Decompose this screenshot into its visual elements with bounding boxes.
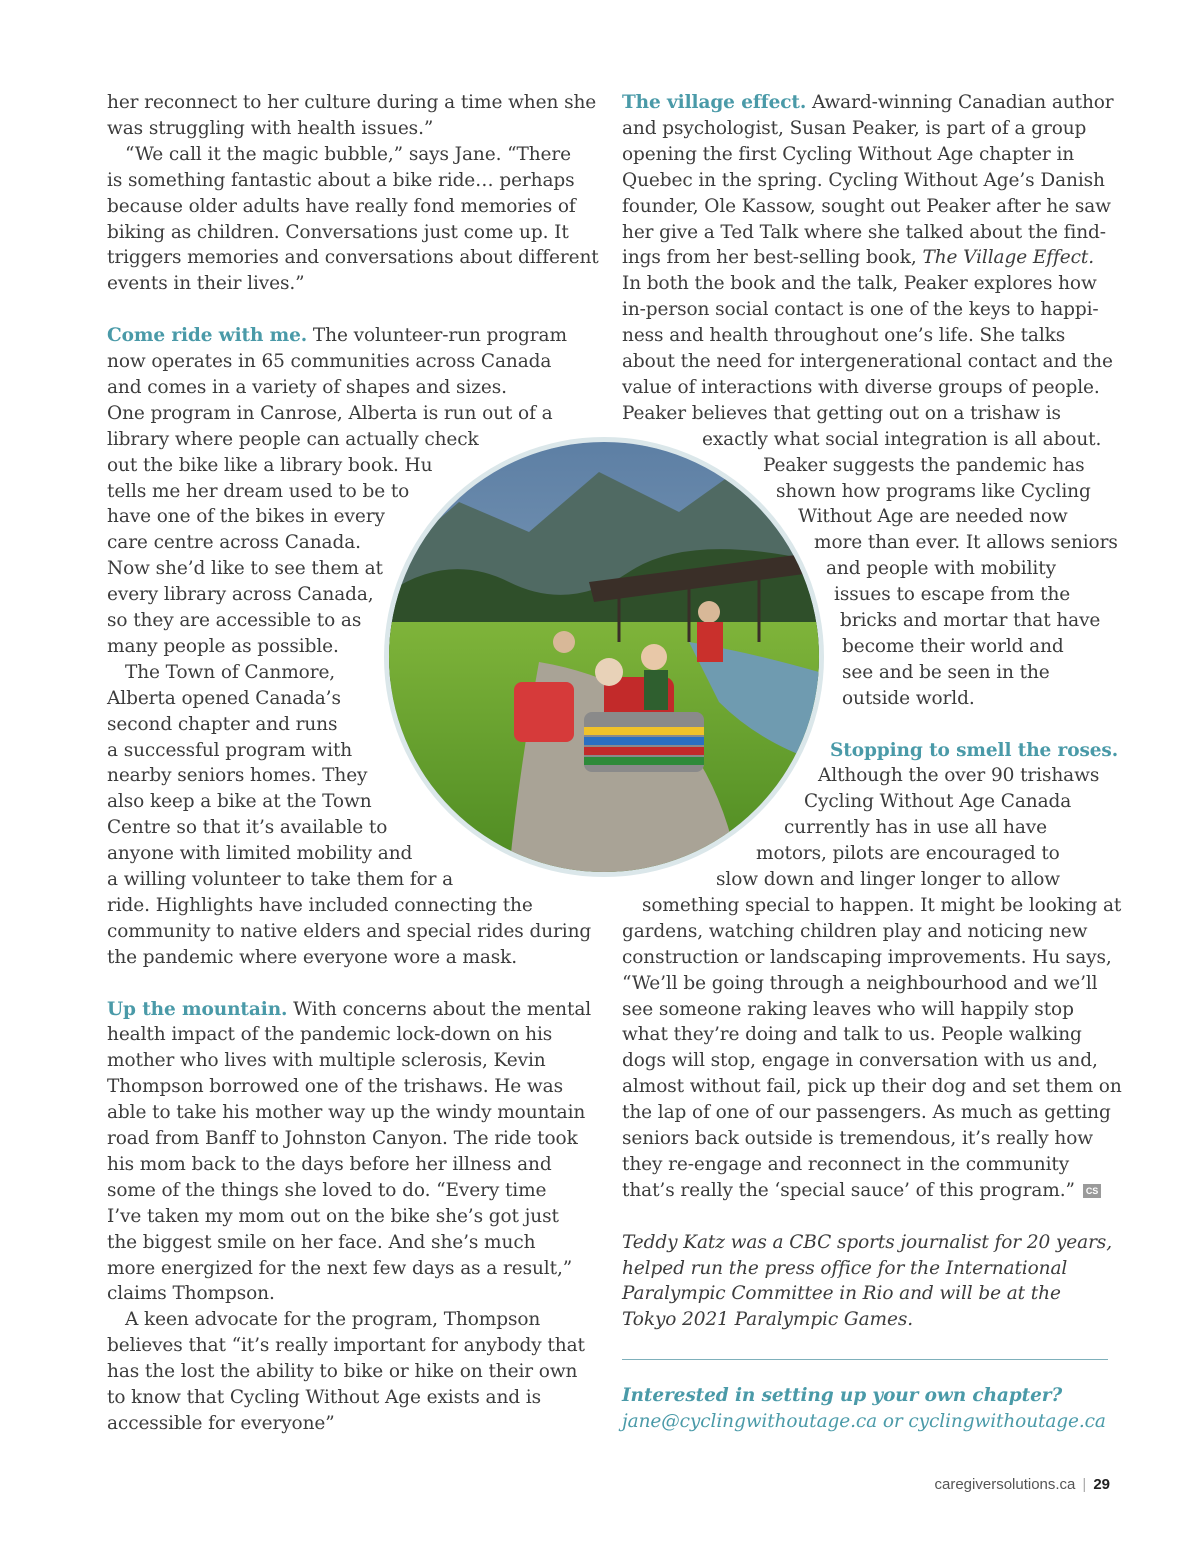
line-text: nearby seniors homes. They [107,765,368,786]
line-text: Peaker believes that getting out on a trishaw is [622,403,1061,424]
line-text: construction or landscaping improvements. Hu says, [622,947,1112,968]
left-column-line [107,867,453,893]
left-column-line [107,323,567,349]
right-column-line [622,194,1111,220]
left-column-line [107,893,533,919]
line-text: tells me her dream used to be to [107,481,410,502]
line-text: and comes in a variety of shapes and sizes. [107,377,507,398]
bio-line: Teddy Katz was a CBC sports journalist for 20 years, [622,1232,1112,1253]
page-footer [935,1476,1111,1493]
right-column-line [756,841,1060,867]
line-text: see and be seen in the [842,662,1050,683]
left-column-line [107,479,409,505]
line-text: opening the first Cycling Without Age chapter in [622,144,1075,165]
left-column-line [125,1307,540,1333]
line-text: Thompson borrowed one of the trishaws. He was [107,1076,563,1097]
left-column-line [107,712,337,738]
right-column-line [622,375,1100,401]
line-text: become their world and [842,636,1064,657]
left-column-line [107,634,339,660]
cta-contact [622,1409,1106,1435]
line-text: something special to happen. It might be looking at [642,895,1122,916]
line-text: motors, pilots are encouraged to [756,843,1060,864]
right-column-line [776,479,1091,505]
left-column-line [107,789,372,815]
line-text: gardens, watching children play and noticing new [622,921,1088,942]
line-text: almost without fail, pick up their dog and set them on [622,1076,1122,1097]
left-column-line [107,349,551,375]
line-text: because older adults have really fond memories of [107,196,576,217]
left-column-line [107,401,553,427]
line-text: more energized for the next few days as a result,” [107,1258,573,1279]
left-column-line [107,1100,585,1126]
line-text: to know that Cycling Without Age exists and is [107,1387,541,1408]
line-text: the pandemic where everyone wore a mask. [107,947,518,968]
left-column-line [107,271,305,297]
line-text: mother who lives with multiple sclerosis, Kevin [107,1050,546,1071]
left-column-line [107,1230,535,1256]
line-text: One program in Canrose, Alberta is run out of a [107,403,553,424]
right-column-line [622,90,1114,116]
left-column-line [107,556,383,582]
line-text: her reconnect to her culture during a time when she [107,92,597,113]
line-text: the biggest smile on her face. And she’s much [107,1232,536,1253]
right-column-line [702,427,1101,453]
line-text: a successful program with [107,740,353,761]
line-text: The Town of Canmore, [125,662,336,683]
line-text: issues to escape from the [834,584,1071,605]
right-column-line [622,323,1065,349]
line-text: has the lost the ability to bike or hike on their own [107,1361,578,1382]
right-column-line [814,530,1118,556]
line-text: care centre across Canada. [107,532,361,553]
line-text: In both the book and the talk, Peaker explores how [622,273,1097,294]
right-column-line [622,1100,1111,1126]
line-text: and people with mobility [826,558,1056,579]
line-text: Centre so that it’s available to [107,817,388,838]
right-column-line [622,919,1087,945]
line-text: Award-winning Canadian author [806,92,1114,113]
line-text: also keep a bike at the Town [107,791,372,812]
left-column-line [107,245,599,271]
left-column-line [107,919,591,945]
left-column-line [107,763,367,789]
line-text: about the need for intergenerational contact and the [622,351,1113,372]
line-text: see someone raking leaves who will happily stop [622,999,1074,1020]
right-column-line [622,945,1112,971]
page-number: 29 [1093,1476,1110,1493]
right-column-line [622,401,1061,427]
line-text: health impact of the pandemic lock-down on his [107,1024,553,1045]
line-text: outside world. [842,688,975,709]
line-text: out the bike like a library book. Hu [107,455,433,476]
line-text: events in their lives.” [107,273,305,294]
line-text: in-person social contact is one of the keys to happi- [622,299,1099,320]
line-text: seniors back outside is tremendous, it’s really how [622,1128,1093,1149]
line-text: many people as possible. [107,636,339,657]
line-text: road from Banff to Johnston Canyon. The ride took [107,1128,578,1149]
right-column-line [622,168,1105,194]
section-heading: The village effect. [622,92,807,113]
left-column-line [107,90,596,116]
right-column-line [622,1178,1101,1204]
line-text: second chapter and runs [107,714,338,735]
right-column-line [622,271,1097,297]
right-column-line [622,1074,1122,1100]
section-heading: Up the mountain. [107,999,288,1020]
line-text: ness and health throughout one’s life. She talks [622,325,1066,346]
cta-site-link[interactable]: cyclingwithoutage.ca [908,1411,1106,1432]
right-column-line [763,453,1085,479]
line-text: his mom back to the days before her illness and [107,1154,552,1175]
right-column-line [622,1152,1069,1178]
right-column-line [826,556,1056,582]
line-text: believes that “it’s really important for anybody that [107,1335,585,1356]
line-text: and psychologist, Susan Peaker, is part of a group [622,118,1087,139]
left-column-line [125,142,571,168]
line-text: was struggling with health issues.” [107,118,434,139]
left-column-line [107,1126,578,1152]
cta-or: or [877,1411,909,1432]
right-column-line [842,660,1050,686]
right-column-line [804,789,1071,815]
line-text: exactly what social integration is all about. [702,429,1102,450]
line-text: I’ve taken my mom out on the bike she’s got just [107,1206,559,1227]
right-column-line [622,971,1097,997]
left-column-line [107,1359,577,1385]
bio-line: Tokyo 2021 Paralympic Games. [622,1309,913,1330]
line-text: The volunteer-run program [307,325,567,346]
right-column-line [784,815,1047,841]
line-text: able to take his mother way up the windy mountain [107,1102,586,1123]
left-column-line [107,168,575,194]
left-column-line [107,504,385,530]
left-column-line [107,1022,552,1048]
right-column-line [622,1126,1093,1152]
right-column-line [716,867,1060,893]
line-text: dogs will stop, engage in conversation with us and, [622,1050,1098,1071]
left-column-line [107,686,341,712]
right-column-line [622,349,1113,375]
line-text: triggers memories and conversations about different [107,247,599,268]
line-text: Without Age are needed now [798,506,1068,527]
left-column-line [107,997,591,1023]
left-column-line [107,427,479,453]
right-column-line [840,608,1100,634]
line-text: every library across Canada, [107,584,374,605]
left-column-line [107,1074,563,1100]
end-mark-badge: CS [1083,1184,1101,1198]
right-column-line [622,116,1086,142]
line-text: bricks and mortar that have [840,610,1101,631]
left-column-line [107,1281,275,1307]
line-text: they re-engage and reconnect in the community [622,1154,1070,1175]
section-heading: Come ride with me. [107,325,308,346]
footer-separator: | [1082,1476,1087,1493]
line-text: the lap of one of our passengers. As much as getting [622,1102,1111,1123]
left-column-line [107,945,517,971]
line-text: some of the things she loved to do. “Every time [107,1180,547,1201]
left-column-line [107,1178,546,1204]
line-text: With concerns about the mental [287,999,592,1020]
left-column-line [107,1256,572,1282]
left-column-line [107,375,507,401]
book-title: The Village Effect. [922,247,1094,268]
cta-question: Interested in setting up your own chapter? [622,1385,1063,1406]
right-column-line [642,893,1121,919]
right-column-line [842,686,975,712]
line-text: accessible for everyone” [107,1413,335,1434]
right-column-line [834,582,1070,608]
line-text: community to native elders and special rides during [107,921,592,942]
left-column-line [107,1333,585,1359]
left-column-line [107,738,352,764]
line-text: founder, Ole Kassow, sought out Peaker after he saw [622,196,1111,217]
left-column-line [107,582,374,608]
line-text: Peaker suggests the pandemic has [763,455,1085,476]
right-column-line [830,738,1118,764]
line-text: currently has in use all have [784,817,1047,838]
line-text: now operates in 65 communities across Canada [107,351,552,372]
left-column-line [107,1048,546,1074]
left-column-line [107,530,361,556]
line-text: ings from her best-selling book, [622,247,923,268]
right-column-line [818,763,1099,789]
right-column-line [842,634,1064,660]
bio-line: Paralympic Committee in Rio and will be at the [622,1283,1061,1304]
line-text: have one of the bikes in every [107,506,385,527]
line-text: what they’re doing and talk to us. People walking [622,1024,1082,1045]
line-text: Although the over 90 trishaws [818,765,1100,786]
left-column-line [107,453,432,479]
left-column-line [107,220,569,246]
left-column-line [107,841,412,867]
line-text: that’s really the ‘special sauce’ of this program.” [622,1180,1075,1201]
line-text: more than ever. It allows seniors [814,532,1118,553]
line-text: “We call it the magic bubble,” says Jane. “There [125,144,571,165]
left-column-line [107,1411,335,1437]
left-column-line [107,116,433,142]
right-column-line [622,142,1074,168]
line-text: “We’ll be going through a neighbourhood and we’ll [622,973,1098,994]
line-text: anyone with limited mobility and [107,843,413,864]
line-text: biking as children. Conversations just come up. It [107,222,569,243]
left-column-line [107,1152,552,1178]
right-column-line [798,504,1068,530]
left-column-line [107,194,576,220]
line-text: library where people can actually check [107,429,479,450]
section-heading: Stopping to smell the roses. [830,740,1119,761]
left-column-line [107,1204,559,1230]
line-text: Alberta opened Canada’s [107,688,341,709]
line-text: is something fantastic about a bike ride… perhaps [107,170,575,191]
line-text: so they are accessible to as [107,610,362,631]
left-column-line [107,608,361,634]
bio-line: helped run the press office for the International [622,1258,1068,1279]
line-text: claims Thompson. [107,1283,275,1304]
right-column-line [622,220,1106,246]
right-column-line [622,297,1099,323]
trishaw-riders-photo [389,442,819,872]
footer-site: caregiversolutions.ca [934,1476,1076,1493]
line-text: Cycling Without Age Canada [804,791,1072,812]
line-text: value of interactions with diverse groups of people. [622,377,1100,398]
right-column-line [622,997,1074,1023]
line-text: a willing volunteer to take them for a [107,869,454,890]
line-text: her give a Ted Talk where she talked about the find- [622,222,1106,243]
left-column-line [107,1385,541,1411]
left-column-line [125,660,335,686]
cta-email-link[interactable]: jane@cyclingwithoutage.ca [622,1411,878,1432]
line-text: ride. Highlights have included connecting the [107,895,533,916]
line-text: shown how programs like Cycling [776,481,1091,502]
section-divider [622,1359,1108,1360]
right-column-line [622,1048,1098,1074]
line-text: Quebec in the spring. Cycling Without Age’s Danish [622,170,1105,191]
line-text: A keen advocate for the program, Thompson [125,1309,541,1330]
right-column-line [622,1022,1082,1048]
right-column-line [622,245,1094,271]
line-text: slow down and linger longer to allow [716,869,1060,890]
line-text: Now she’d like to see them at [107,558,383,579]
left-column-line [107,815,387,841]
